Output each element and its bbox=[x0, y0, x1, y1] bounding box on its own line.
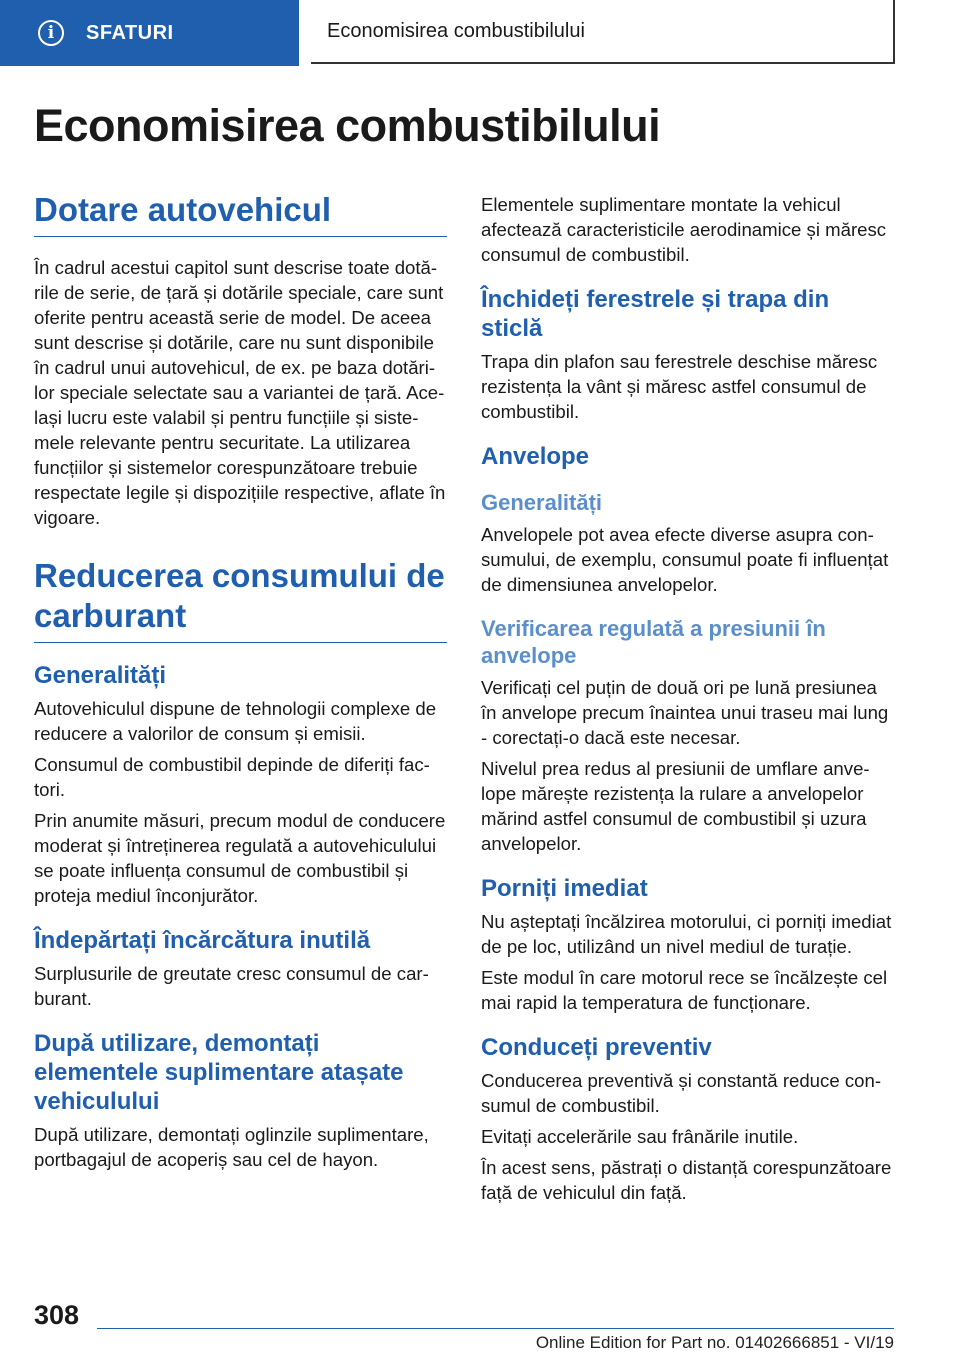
page-title: Economisirea combustibilului bbox=[34, 100, 661, 151]
paragraph-indepartati: Surplusurile de greutate cresc consumul de carburant. bbox=[34, 963, 429, 1009]
heading-inchideti: Închideți ferestrele și trapa din sticlă bbox=[481, 286, 830, 342]
section-title-box bbox=[311, 0, 895, 64]
paragraph-anvelope-generalitati: Anvelopele pot avea efecte diverse asupra consumului, de exemplu, consumul poate fi influențat de dimensiunea anvelopelor. bbox=[481, 524, 889, 595]
paragraph-verificarea-1: Verificați cel puțin de două ori pe lună presiunea în anvelope precum înaintea unui traseu mai lung - corectați-o dacă este necesar. bbox=[481, 677, 889, 748]
paragraph-conduceti-1: Conducerea preventivă și constantă reduce consumul de combustibil. bbox=[481, 1070, 882, 1116]
section-title: Economisirea combustibilului bbox=[327, 19, 585, 42]
paragraph-porniti-2: Este modul în care motorul rece se încălzește cel mai rapid la temperatura de funcționare. bbox=[481, 967, 888, 1013]
paragraph-verificarea-2: Nivelul prea redus al presiunii de umflare anvelope mărește rezistența la rulare a anvelopelor mărind astfel consumul de combustibil și uzura anvelopelor. bbox=[481, 758, 870, 854]
heading-dupa: După utilizare, demontați elementele suplimentare atașate vehiculului bbox=[34, 1030, 404, 1115]
paragraph-conduceti-2: Evitați accelerările sau frânările inutile. bbox=[481, 1126, 799, 1147]
paragraph-elemente: Elementele suplimentare montate la vehicul afectează caracteristicile aerodinamice și măresc consumul de combustibil. bbox=[481, 194, 887, 265]
heading-anvelope-generalitati: Generalități bbox=[481, 490, 603, 515]
left-column bbox=[34, 190, 447, 1178]
paragraph-dotare: În cadrul acestui capitol sunt descrise toate dotările de serie, de țară și dotările speciale, care sunt oferite pentru această serie de model. De aceea sunt descrise și dotările, care nu sunt disponibile în cadrul unui autovehicul, de ex. pe baza dotărilor speciale selectate sau a variantei de țară. Același lucru este valabil și pentru funcțiile și sistemele relevante pentru securitate. La utilizarea funcțiilor și sistemelor corespunzătoare trebuie respectate legile și dispozițiile respective, aflate în vigoare. bbox=[34, 257, 446, 528]
footer-rule bbox=[97, 1328, 894, 1329]
info-icon bbox=[38, 20, 64, 46]
paragraph-generalitati-3: Prin anumite măsuri, precum modul de conducere moderat și întreținerea regulată a autovehiculului se poate influența consumul de combustibil și proteja mediul înconjurător. bbox=[34, 810, 446, 906]
heading-conduceti: Conduceți preventiv bbox=[481, 1034, 712, 1061]
heading-generalitati: Generalități bbox=[34, 662, 167, 689]
paragraph-conduceti-3: În acest sens, păstrați o distanță corespunzătoare față de vehiculul din față. bbox=[481, 1157, 892, 1203]
heading-reducerea: Reducerea consumului de carburant bbox=[34, 556, 447, 643]
heading-dotare: Dotare autovehicul bbox=[34, 190, 447, 237]
heading-anvelope: Anvelope bbox=[481, 443, 590, 470]
paragraph-dupa: După utilizare, demontați oglinzile suplimentare, portbagajul de acoperiș sau cel de hayon. bbox=[34, 1124, 429, 1170]
heading-porniti: Porniți imediat bbox=[481, 875, 648, 902]
heading-verificarea: Verificarea regulată a presiunii în anvelope bbox=[481, 616, 826, 668]
tab-label: SFATURI bbox=[86, 21, 174, 44]
header-tab bbox=[0, 0, 299, 66]
paragraph-porniti-1: Nu așteptați încălzirea motorului, ci porniți imediat de pe loc, utilizând un nivel mediul de turație. bbox=[481, 911, 892, 957]
page-number: 308 bbox=[34, 1300, 80, 1330]
paragraph-generalitati-2: Consumul de combustibil depinde de diferiți factori. bbox=[34, 754, 430, 800]
right-column bbox=[481, 192, 894, 1211]
paragraph-inchideti: Trapa din plafon sau ferestrele deschise măresc rezistența la vânt și măresc astfel consumul de combustibil. bbox=[481, 351, 878, 422]
heading-indepartati: Îndepărtați încărcătura inutilă bbox=[34, 927, 371, 954]
paragraph-generalitati-1: Autovehiculul dispune de tehnologii complexe de reducere a valorilor de consum și emisii. bbox=[34, 698, 437, 744]
footer-edition: Online Edition for Part no. 01402666851 - VI/19 bbox=[535, 1333, 894, 1352]
info-glyph: i bbox=[47, 23, 55, 43]
